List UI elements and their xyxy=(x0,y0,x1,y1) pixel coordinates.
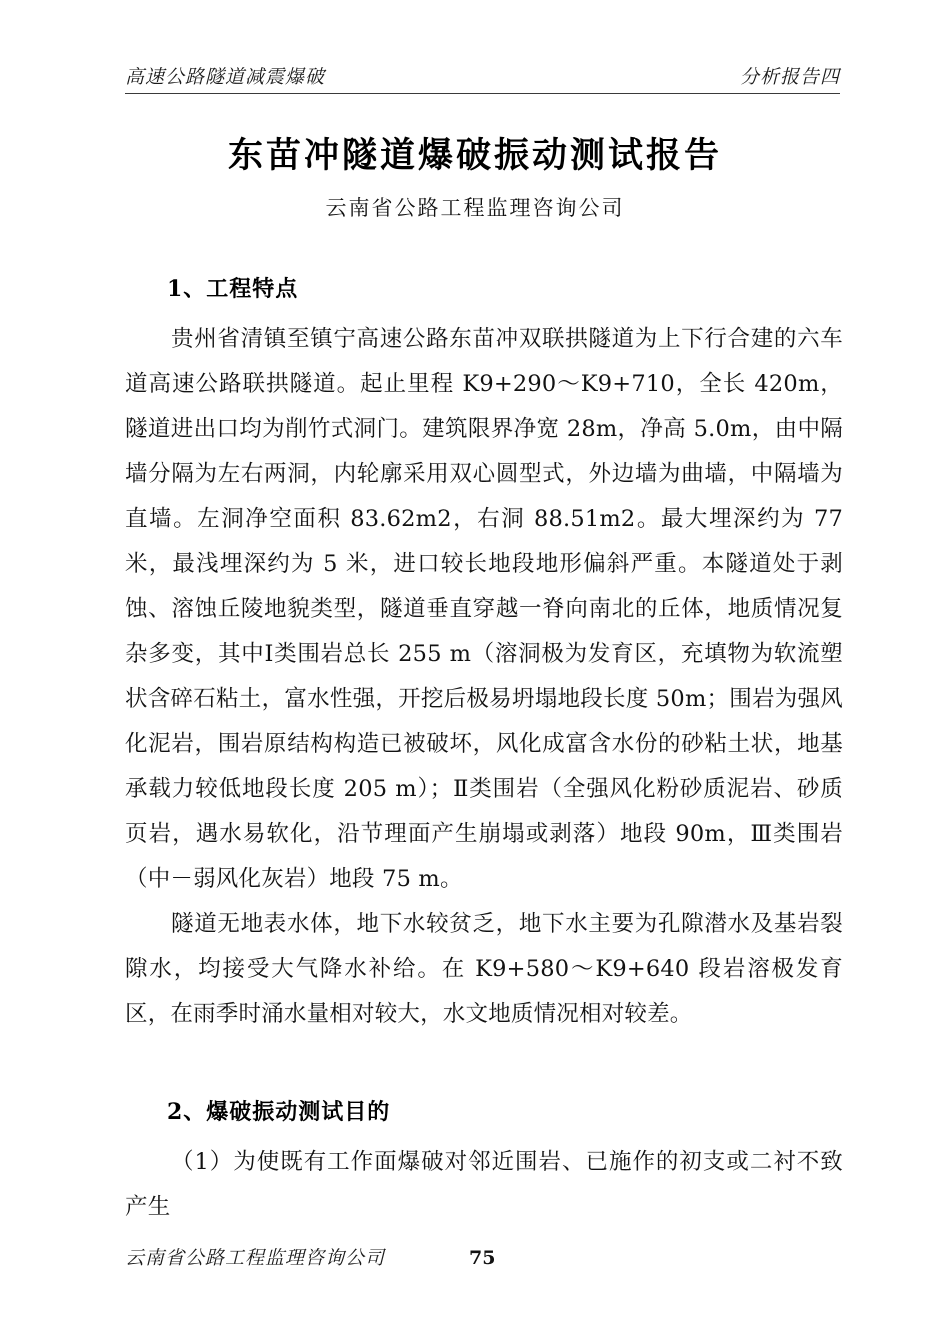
page-footer xyxy=(125,1243,840,1270)
paragraph-1-2: 隧道无地表水体，地下水较贫乏，地下水主要为孔隙潜水及基岩裂隙水，均接受大气降水补给。在 K9+580～K9+640 段岩溶极发育区，在雨季时涌水量相对较大，水文地质情况相对较差。 xyxy=(125,911,843,1027)
section-heading-1: 1、工程特点 xyxy=(167,276,299,302)
header-right-text: 分析报告四 xyxy=(739,66,840,88)
running-header xyxy=(125,62,840,94)
section-heading-2: 2、爆破振动测试目的 xyxy=(167,1099,391,1125)
document-body xyxy=(125,272,843,1230)
paragraph-2-1: （1）为使既有工作面爆破对邻近围岩、已施作的初支或二衬不致产生 xyxy=(125,1149,843,1220)
header-left-text: 高速公路隧道减震爆破 xyxy=(125,66,326,88)
page-title: 东苗冲隧道爆破振动测试报告 xyxy=(227,135,722,176)
paragraph-1-1: 贵州省清镇至镇宁高速公路东苗冲双联拱隧道为上下行合建的六车道高速公路联拱隧道。起止里程 K9+290～K9+710，全长 420m，隧道进出口均为削竹式洞门。建筑限界净宽 28m，净高 5.0m，由中隔墙分隔为左右两洞，内轮廓采用双心圆型式，外边墙为曲墙，中隔墙为直墙。左洞净空面积 83.62m2，右洞 88.51m2。最大埋深约为 77 米，最浅埋深约为 5 米，进口较长地段地形偏斜严重。本隧道处于剥蚀、溶蚀丘陵地貌类型，隧道垂直穿越一脊向南北的丘体，地质情况复杂多变，其中Ⅰ类围岩总长 255 m（溶洞极为发育区，充填物为软流塑状含碎石粘土，富水性强，开挖后极易坍塌地段长度 50m；围岩为强风化泥岩，围岩原结构构造已被破坏，风化成富含水份的砂粘土状，地基承载力较低地段长度 205 m）；Ⅱ类围岩（全强风化粉砂质泥岩、砂质页岩，遇水易软化，沿节理面产生崩塌或剥落）地段 90m，Ⅲ类围岩（中－弱风化灰岩）地段 75 m。 xyxy=(125,326,843,892)
footer-organization: 云南省公路工程监理咨询公司 xyxy=(125,1247,386,1269)
footer-page-number: 75 xyxy=(469,1247,496,1269)
page-subtitle: 云南省公路工程监理咨询公司 xyxy=(325,196,625,220)
